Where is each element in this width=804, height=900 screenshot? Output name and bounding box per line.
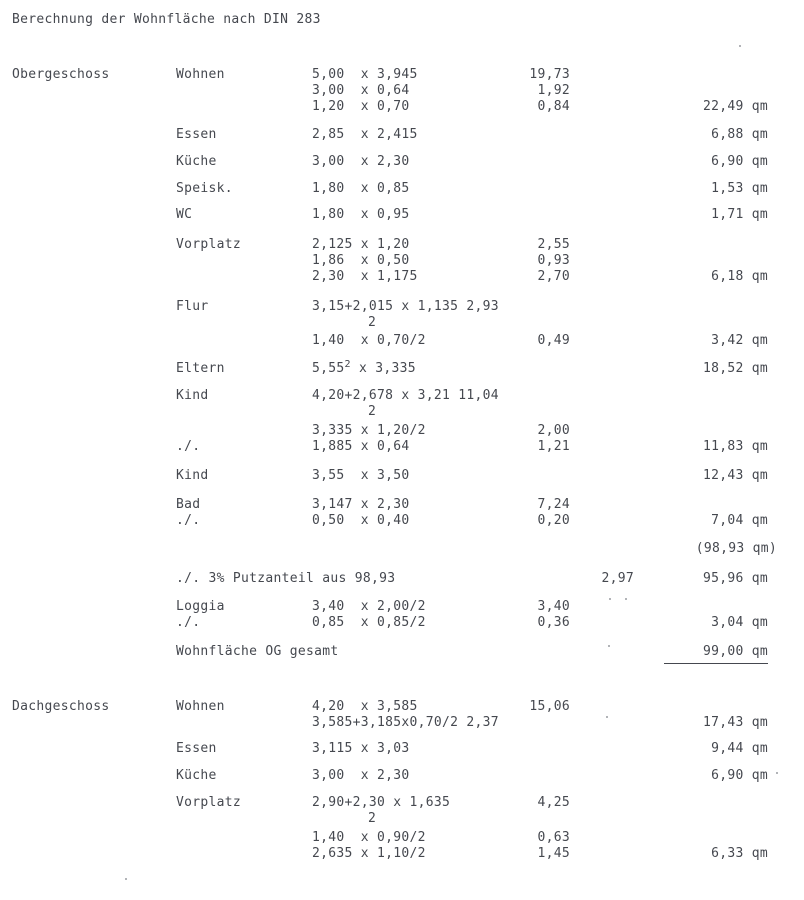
- partial-value: 7,24: [537, 497, 570, 512]
- calc-line: 0,50 x 0,40: [312, 513, 410, 528]
- room-label: Wohnen: [176, 67, 225, 82]
- scan-speck: [739, 45, 741, 47]
- partial-value: 0,93: [537, 253, 570, 268]
- calc-line: 3,55 x 3,50: [312, 468, 410, 483]
- calc-line: 3,00 x 0,64: [312, 83, 410, 98]
- scan-speck: [625, 598, 627, 600]
- calc-line: 1,40 x 0,90/2: [312, 830, 426, 845]
- calc-line: 1,80 x 0,85: [312, 181, 410, 196]
- room-label: Loggia: [176, 599, 225, 614]
- room-total: 6,88 qm: [711, 127, 768, 142]
- scan-speck: [609, 598, 611, 600]
- calc-line: [312, 359, 416, 376]
- calc-line: 4,20 x 3,585: [312, 699, 418, 714]
- calc-line: 2,85 x 2,415: [312, 127, 418, 142]
- room-total: 6,18 qm: [711, 269, 768, 284]
- room-label: WC: [176, 207, 193, 222]
- room-label: Speisk.: [176, 181, 233, 196]
- partial-value: 15,06: [529, 699, 570, 714]
- partial-value: 1,45: [537, 846, 570, 861]
- calc-text: x 3,335: [350, 361, 416, 376]
- subtotal: (98,93 qm): [695, 541, 777, 556]
- section-label-dachgeschoss: Dachgeschoss: [12, 699, 110, 714]
- superscript: 2: [344, 359, 351, 370]
- divisor: 2: [368, 811, 377, 826]
- calc-line: 1,86 x 0,50: [312, 253, 410, 268]
- calc-line: 3,115 x 3,03: [312, 741, 410, 756]
- room-total: 1,53 qm: [711, 181, 768, 196]
- room-total: 17,43 qm: [702, 715, 768, 730]
- calc-line: 2,635 x 1,10/2: [312, 846, 426, 861]
- page-title: Berechnung der Wohnfläche nach DIN 283: [12, 12, 321, 27]
- calc-line: 1,885 x 0,64: [312, 439, 410, 454]
- calc-line: 3,585+3,185x0,70/2 2,37: [312, 715, 499, 730]
- minus-marker: ./.: [176, 513, 201, 528]
- room-label: Wohnen: [176, 699, 225, 714]
- minus-marker: ./.: [176, 439, 201, 454]
- room-total: 3,42 qm: [711, 333, 768, 348]
- scan-speck: [608, 645, 610, 647]
- room-label: Flur: [176, 299, 209, 314]
- calc-line: 2,90+2,30 x 1,635: [312, 795, 451, 810]
- partial-value: 0,20: [537, 513, 570, 528]
- room-total: 6,90 qm: [711, 768, 768, 783]
- deduction-value: 2,97: [601, 571, 634, 586]
- room-label: Küche: [176, 154, 217, 169]
- room-total: 12,43 qm: [702, 468, 768, 483]
- room-total: 7,04 qm: [711, 513, 768, 528]
- partial-value: 2,70: [537, 269, 570, 284]
- calc-line: 2,125 x 1,20: [312, 237, 410, 252]
- room-total: 95,96 qm: [702, 571, 768, 586]
- divisor: 2: [368, 315, 377, 330]
- deduction-label: ./. 3% Putzanteil aus 98,93: [176, 571, 396, 586]
- room-total: 11,83 qm: [702, 439, 768, 454]
- partial-value: 4,25: [537, 795, 570, 810]
- calc-line: 3,00 x 2,30: [312, 768, 410, 783]
- room-label: Essen: [176, 127, 217, 142]
- scan-speck: [776, 772, 778, 774]
- section-label-obergeschoss: Obergeschoss: [12, 67, 110, 82]
- partial-value: 3,40: [537, 599, 570, 614]
- calc-text: 5,55: [312, 361, 345, 376]
- calc-line: 4,20+2,678 x 3,21 11,04: [312, 388, 499, 403]
- room-label: Vorplatz: [176, 795, 242, 810]
- partial-value: 19,73: [529, 67, 570, 82]
- partial-value: 0,49: [537, 333, 570, 348]
- grand-total: 99,00 qm: [702, 644, 768, 659]
- room-total: 18,52 qm: [702, 361, 768, 376]
- calc-line: 1,80 x 0,95: [312, 207, 410, 222]
- room-total: 1,71 qm: [711, 207, 768, 222]
- partial-value: 1,21: [537, 439, 570, 454]
- calc-line: 1,20 x 0,70: [312, 99, 410, 114]
- minus-marker: ./.: [176, 615, 201, 630]
- calc-line: 3,40 x 2,00/2: [312, 599, 426, 614]
- room-label: Küche: [176, 768, 217, 783]
- calc-line: 1,40 x 0,70/2: [312, 333, 426, 348]
- room-label: Vorplatz: [176, 237, 242, 252]
- scan-speck: [125, 878, 127, 880]
- calc-line: 0,85 x 0,85/2: [312, 615, 426, 630]
- room-label: Bad: [176, 497, 201, 512]
- room-total: 9,44 qm: [711, 741, 768, 756]
- partial-value: 0,63: [537, 830, 570, 845]
- room-label: Kind: [176, 388, 209, 403]
- total-label: Wohnfläche OG gesamt: [176, 644, 339, 659]
- partial-value: 0,36: [537, 615, 570, 630]
- calc-line: 2,30 x 1,175: [312, 269, 418, 284]
- calc-line: 3,15+2,015 x 1,135 2,93: [312, 299, 499, 314]
- room-label: Essen: [176, 741, 217, 756]
- room-total: 22,49 qm: [702, 99, 768, 114]
- room-label: Kind: [176, 468, 209, 483]
- partial-value: 2,00: [537, 423, 570, 438]
- partial-value: 0,84: [537, 99, 570, 114]
- room-total: 3,04 qm: [711, 615, 768, 630]
- scan-speck: [606, 716, 608, 718]
- partial-value: 2,55: [537, 237, 570, 252]
- room-total: 6,90 qm: [711, 154, 768, 169]
- calc-line: 5,00 x 3,945: [312, 67, 418, 82]
- calc-line: 3,335 x 1,20/2: [312, 423, 426, 438]
- room-label: Eltern: [176, 361, 225, 376]
- sum-underline: [664, 663, 768, 664]
- room-total: 6,33 qm: [711, 846, 768, 861]
- calc-line: 3,00 x 2,30: [312, 154, 410, 169]
- partial-value: 1,92: [537, 83, 570, 98]
- calc-line: 3,147 x 2,30: [312, 497, 410, 512]
- divisor: 2: [368, 404, 377, 419]
